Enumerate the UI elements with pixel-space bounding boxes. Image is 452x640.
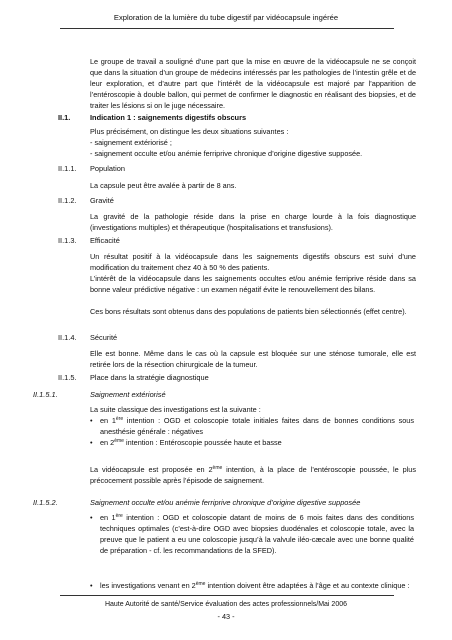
efficacite-paragraph-3: Ces bons résultats sont obtenus dans des populations de patients bien sélectionnés (effet centre). xyxy=(90,307,407,316)
bullet-icon: • xyxy=(90,416,93,425)
section-heading-ii-1-1 xyxy=(58,164,418,175)
bullet-text: en 2ème intention : Entéroscopie poussée haute et basse xyxy=(100,438,282,447)
section-heading-ii-1-3 xyxy=(58,236,418,247)
section-heading-ii-1 xyxy=(58,113,418,124)
bullet-text: en 1ère intention : OGD et coloscopie datant de moins de 6 mois faites dans des conditions techniques optimales (c’est-à-dire OGD avec biopsies duodénales et coloscopie totale, avec la preuve que le patient a eu une coloscopie jusqu’à la valvule iléo-cæcale avec une bonne qualité de préparation - cf. les recommandations de la SFED). xyxy=(100,513,414,555)
section-title: Sécurité xyxy=(90,333,118,342)
section-title: Population xyxy=(90,164,125,173)
section-number: II.1.5.1. xyxy=(33,390,58,399)
section-number: II.1. xyxy=(58,113,71,122)
bullet-icon: • xyxy=(90,581,93,590)
running-header: Exploration de la lumière du tube digestif par vidéocapsule ingérée xyxy=(113,13,339,22)
bullet-icon: • xyxy=(90,513,93,522)
intro-paragraph: Le groupe de travail a souligné d’une part que la mise en œuvre de la vidéocapsule ne se conçoit que dans la situation d’un groupe de médecins intéressés par les pathologies de l’intestin grêle et de leur exploration, et d’autre part que l’intérêt de la vidéocapsule est majoré par l’apparition de l’entéroscopie à double ballon, qui permet de confirmer le diagnostic en réalisant des biopsies, et de traiter les lésions si on le juge nécessaire. xyxy=(90,57,416,110)
section-number: II.1.3. xyxy=(58,236,77,245)
footer-rule xyxy=(60,595,394,596)
sequence-lead: La suite classique des investigations est la suivante : xyxy=(90,405,261,414)
header-rule xyxy=(60,28,394,29)
section-title: Efficacité xyxy=(90,236,120,245)
section-heading-ii-1-2 xyxy=(58,196,418,207)
section-title: Saignement occulte et/ou anémie ferriprive chronique d’origine digestive supposée xyxy=(90,498,361,507)
situation-item-1: - saignement extériorisé ; xyxy=(90,138,172,147)
gravite-text: La gravité de la pathologie réside dans la prise en charge lourde à la fois diagnostique (investigations multiples) et thérapeutique (hospitalisations et transfusions). xyxy=(90,212,416,232)
section-title: Place dans la stratégie diagnostique xyxy=(90,373,209,382)
section-number: II.1.5.2. xyxy=(33,498,58,507)
efficacite-paragraph-1: Un résultat positif à la vidéocapsule dans les saignements digestifs obscurs est suivi d’une modification du traitement chez 40 à 50 % des patients. xyxy=(90,252,416,272)
efficacite-paragraph-2: L’intérêt de la vidéocapsule dans les saignements occultes et/ou anémie ferriprive réside dans sa bonne valeur prédictive négative : un examen négatif évite le renouvellement des bilans. xyxy=(90,274,416,294)
situation-item-2: - saignement occulte et/ou anémie ferriprive chronique d’origine digestive supposée. xyxy=(90,149,363,158)
page-number: - 43 - xyxy=(217,612,235,621)
section-title: Gravité xyxy=(90,196,114,205)
section-number: II.1.4. xyxy=(58,333,77,342)
section-heading-ii-1-5-2 xyxy=(33,498,418,509)
bullet-text: en 1ère intention : OGD et coloscopie totale initiales faites dans de bonnes conditions sous anesthésie générale : négatives xyxy=(100,416,414,436)
bullet-text: les investigations venant en 2ème intention doivent être adaptées à l’âge et au contexte clinique : xyxy=(100,581,410,590)
section-title: Saignement extériorisé xyxy=(90,390,166,399)
section-heading-ii-1-4 xyxy=(58,333,418,344)
section-number: II.1.2. xyxy=(58,196,77,205)
footer-text: Haute Autorité de santé/Service évaluation des actes professionnels/Mai 2006 xyxy=(104,601,348,608)
videocapsule-placement-text: La vidéocapsule est proposée en 2ème intention, à la place de l’entéroscopie poussée, le plus précocement possible après l’épisode de saignement. xyxy=(90,465,416,485)
section-number: II.1.5. xyxy=(58,373,77,382)
section-heading-ii-1-5-1 xyxy=(33,390,413,401)
section-heading-ii-1-5 xyxy=(58,373,418,384)
section-title: Indication 1 : saignements digestifs obscurs xyxy=(90,113,247,122)
situations-lead: Plus précisément, on distingue les deux situations suivantes : xyxy=(90,127,289,136)
section-number: II.1.1. xyxy=(58,164,77,173)
population-text: La capsule peut être avalée à partir de 8 ans. xyxy=(90,181,237,190)
bullet-icon: • xyxy=(90,438,93,447)
securite-text: Elle est bonne. Même dans le cas où la capsule est bloquée sur une sténose tumorale, elle est retirée lors de la résection chirurgicale de la tumeur. xyxy=(90,349,416,369)
